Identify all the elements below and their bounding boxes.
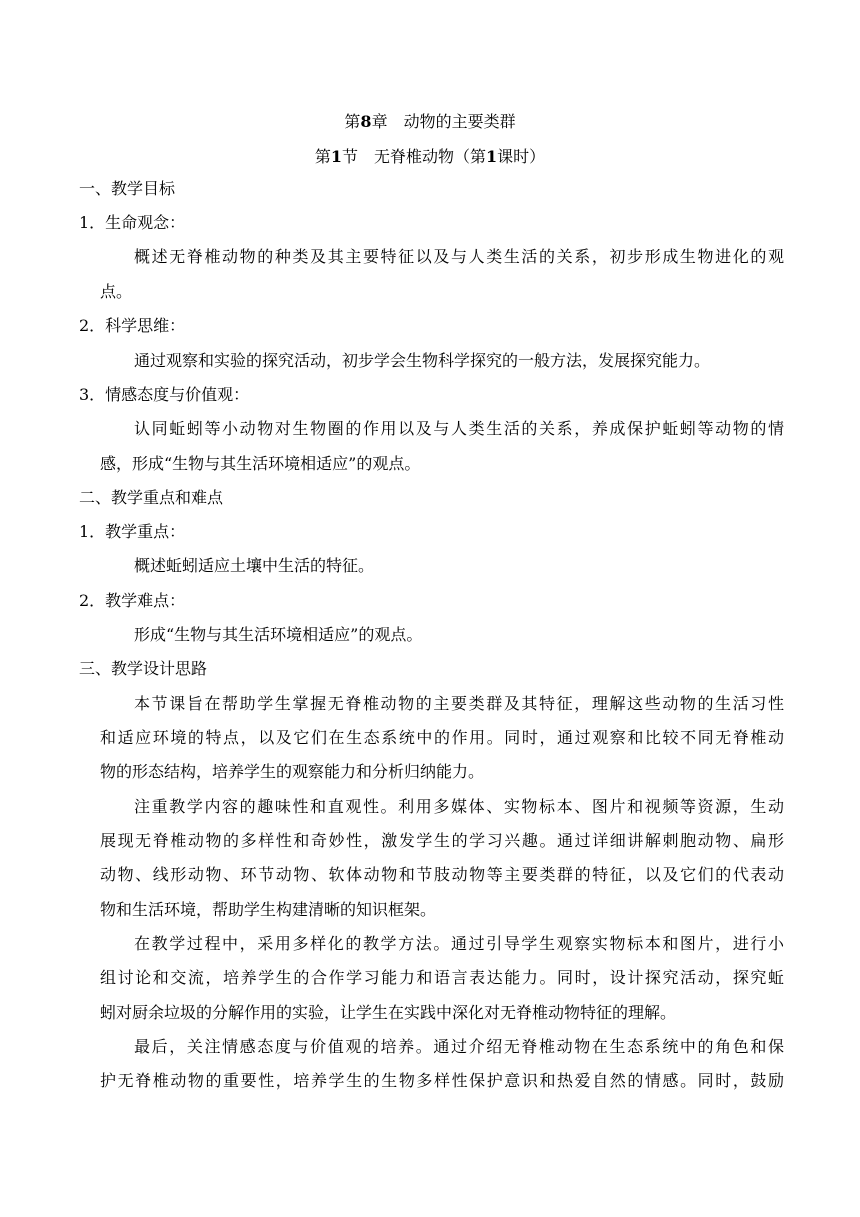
paragraph-line: 物的形态结构，培养学生的观察能力和分析归纳能力。 <box>100 762 485 781</box>
heading-design: 三、教学设计思路 <box>79 659 208 678</box>
key-point-heading: 1．教学重点： <box>79 522 186 541</box>
heading-key-points: 二、教学重点和难点 <box>79 488 224 507</box>
objective-2-text: 通过观察和实验的探究活动，初步学会生物科学探究的一般方法，发展探究能力。 <box>134 351 711 370</box>
difficulty-heading: 2．教学难点： <box>79 591 186 610</box>
objective-2-heading: 2．科学思维： <box>79 316 186 335</box>
section-title: 第1节 无脊椎动物（第1课时） <box>314 147 546 166</box>
paragraph-line: 护无脊椎动物的重要性，培养学生的生物多样性保护意识和热爱自然的情感。同时，鼓励 <box>100 1071 784 1090</box>
objective-1-text: 概述无脊椎动物的种类及其主要特征以及与人类生活的关系，初步形成生物进化的观 <box>134 247 784 266</box>
objective-1-heading: 1．生命观念： <box>79 213 186 232</box>
paragraph-line: 组讨论和交流，培养学生的合作学习能力和语言表达能力。同时，设计探究活动，探究蚯 <box>100 968 784 987</box>
objective-3-text: 认同蚯蚓等小动物对生物圈的作用以及与人类生活的关系，养成保护蚯蚓等动物的情 <box>134 419 784 438</box>
heading-objectives: 一、教学目标 <box>79 179 176 198</box>
objective-3-heading: 3．情感态度与价值观： <box>79 385 250 404</box>
paragraph-line: 展现无脊椎动物的多样性和奇妙性，激发学生的学习兴趣。通过详细讲解刺胞动物、扁形 <box>100 831 784 850</box>
objective-3-text-cont: 感，形成“生物与其生活环境相适应”的观点。 <box>100 454 421 473</box>
paragraph-line: 动物、线形动物、环节动物、软体动物和节肢动物等主要类群的特征，以及它们的代表动 <box>100 865 784 884</box>
paragraph-line: 最后，关注情感态度与价值观的培养。通过介绍无脊椎动物在生态系统中的角色和保 <box>134 1037 784 1056</box>
paragraph-line: 注重教学内容的趣味性和直观性。利用多媒体、实物标本、图片和视频等资源，生动 <box>134 797 784 816</box>
difficulty-text: 形成“生物与其生活环境相适应”的观点。 <box>134 625 423 644</box>
paragraph-line: 和适应环境的特点，以及它们在生态系统中的作用。同时，通过观察和比较不同无脊椎动 <box>100 728 784 747</box>
paragraph-line: 物和生活环境，帮助学生构建清晰的知识框架。 <box>100 900 437 919</box>
paragraph-line: 在教学过程中，采用多样化的教学方法。通过引导学生观察实物标本和图片，进行小 <box>134 934 784 953</box>
objective-1-text-cont: 点。 <box>100 282 133 301</box>
paragraph-line: 蚓对厨余垃圾的分解作用的实验，让学生在实践中深化对无脊椎动物特征的理解。 <box>100 1003 677 1022</box>
key-point-text: 概述蚯蚓适应土壤中生活的特征。 <box>134 556 375 575</box>
chapter-title: 第8章 动物的主要类群 <box>344 112 516 131</box>
paragraph-line: 本节课旨在帮助学生掌握无脊椎动物的主要类群及其特征，理解这些动物的生活习性 <box>134 694 784 713</box>
